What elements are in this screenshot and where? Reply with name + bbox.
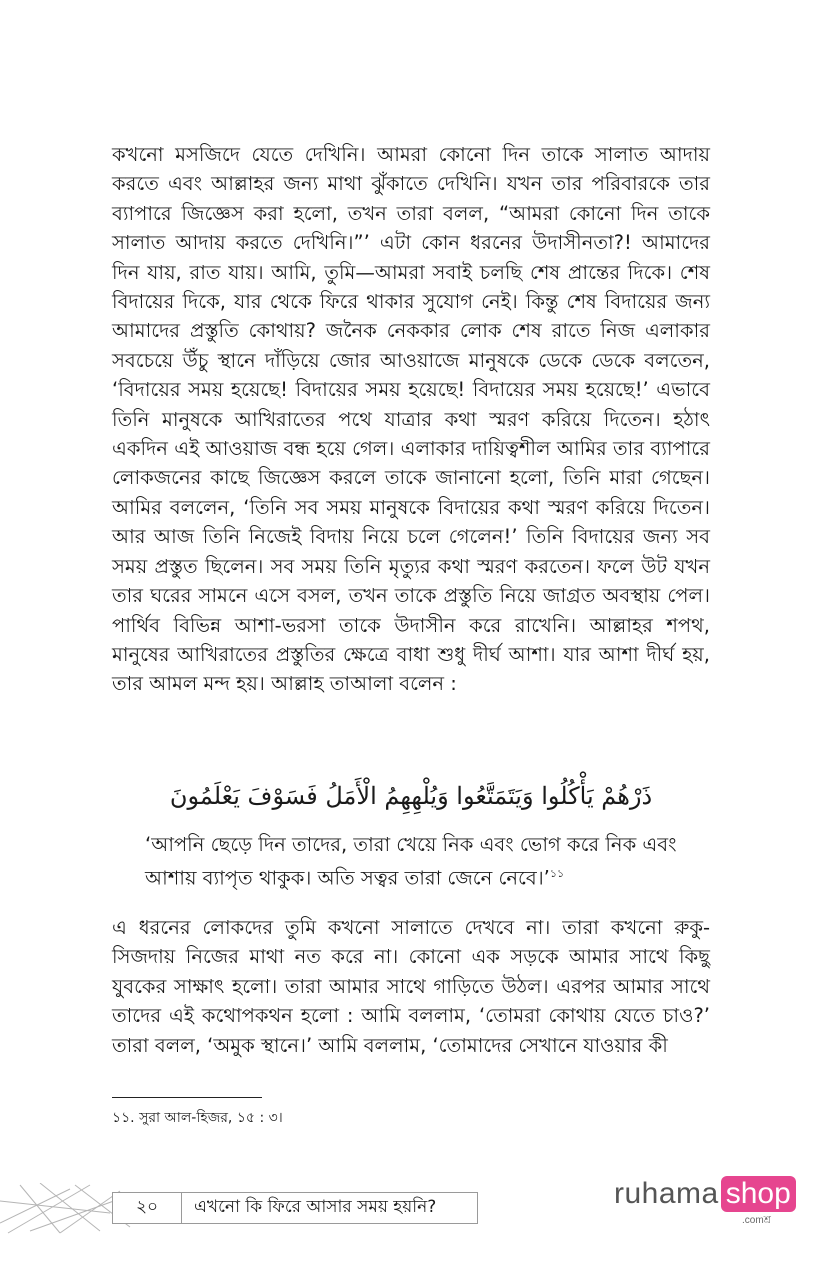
paragraph-2: এ ধরনের লোকদের তুমি কখনো সালাতে দেখবে না। তারা কখনো রুকু-সিজদায় নিজের মাথা নত করে না। কোনো এক সড়কে আমার সাথে কিছু যুবকের সাক্ষাৎ হলো। তারা আমার সাথে গাড়িতে উঠল। এরপর আমার সাথে তাদের এই কথোপকথন হলো : আমি বললাম, ‘তোমরা কোথায় যেতে চাও?’ তারা বলল, ‘অমুক স্থানে।’ আমি বললাম, ‘তোমাদের সেখানে যাওয়ার কী (112, 916, 710, 1057)
page-footer (112, 1192, 478, 1224)
logo-subtext: .comশ্র (742, 1215, 771, 1226)
translation-text: ‘আপনি ছেড়ে দিন তাদের, তারা খেয়ে নিক এবং ভোগ করে নিক এবং আশায় ব্যাপৃত থাকুক। অতি সত্বর তারা জেনে নেবে।’ (145, 833, 677, 890)
paragraph-1: কখনো মসজিদে যেতে দেখিনি। আমরা কোনো দিন তাকে সালাত আদায় করতে এবং আল্লাহর জন্য মাথা ঝুঁকাতে দেখিনি। যখন তার পরিবারকে তার ব্যাপারে জিজ্ঞেস করা হলো, তখন তারা বলল, “আমরা কোনো দিন তাকে সালাত আদায় করতে দেখিনি।”’ এটা কোন ধরনের উদাসীনতা?! আমাদের দিন যায়, রাত যায়। আমি, তুমি—আমরা সবাই চলছি শেষ প্রান্তের দিকে। শেষ বিদায়ের দিকে, যার থেকে ফিরে থাকার সুযোগ নেই। কিন্তু শেষ বিদায়ের জন্য আমাদের প্রস্তুতি কোথায়? জনৈক নেককার লোক শেষ রাতে নিজ এলাকার সবচেয়ে উঁচু স্থানে দাঁড়িয়ে জোর আওয়াজে মানুষকে ডেকে ডেকে বলতেন, ‘বিদায়ের সময় হয়েছে! বিদায়ের সময় হয়েছে! বিদায়ের সময় হয়েছে!’ এভাবে তিনি মানুষকে আখিরাতের পথে যাত্রার কথা স্মরণ করিয়ে দিতেন। হঠাৎ একদিন এই আওয়াজ বন্ধ হয়ে গেল। এলাকার দায়িত্বশীল আমির তার ব্যাপারে লোকজনের কাছে জিজ্ঞেস করলে তাকে জানানো হলো, তিনি মারা গেছেন। আমির বললেন, ‘তিনি সব সময় মানুষকে বিদায়ের কথা স্মরণ করিয়ে দিতেন। আর আজ তিনি নিজেই বিদায় নিয়ে চলে গেলেন!’ তিনি বিদায়ের জন্য সব সময় প্রস্তুত ছিলেন। সব সময় তিনি মৃত্যুর কথা স্মরণ করতেন। ফলে উট যখন তার ঘরের সামনে এসে বসল, তখন তাকে প্রস্তুতি নিয়ে জাগ্রত অবস্থায় পেল। পার্থিব বিভিন্ন আশা-ভরসা তাকে উদাসীন করে রাখেনি। আল্লাহর শপথ, মানুষের আখিরাতের প্রস্তুতির ক্ষেত্রে বাধা শুধু দীর্ঘ আশা। যার আশা দীর্ঘ হয়, তার আমল মন্দ হয়। আল্লাহ তাআলা বলেন : (112, 143, 710, 696)
logo-text-main: ruhama (614, 1177, 719, 1210)
footnote-divider (112, 1097, 262, 1098)
footnote-marker: ১১ (549, 867, 565, 881)
book-title: এখনো কি ফিরে আসার সময় হয়নি? (194, 1197, 437, 1217)
logo-text-box: shop (721, 1176, 796, 1212)
page-number: ২০ (113, 1193, 182, 1223)
footnote: ১১. সুরা আল-হিজর, ১৫ : ৩। (112, 1110, 283, 1126)
quran-verse-arabic: ذَرْهُمْ يَأْكُلُوا وَيَتَمَتَّعُوا وَيُلْهِهِمُ الْأَمَلُ فَسَوْفَ يَعْلَمُونَ (169, 782, 653, 810)
ruhama-shop-logo (614, 1176, 796, 1212)
verse-translation (145, 830, 690, 893)
